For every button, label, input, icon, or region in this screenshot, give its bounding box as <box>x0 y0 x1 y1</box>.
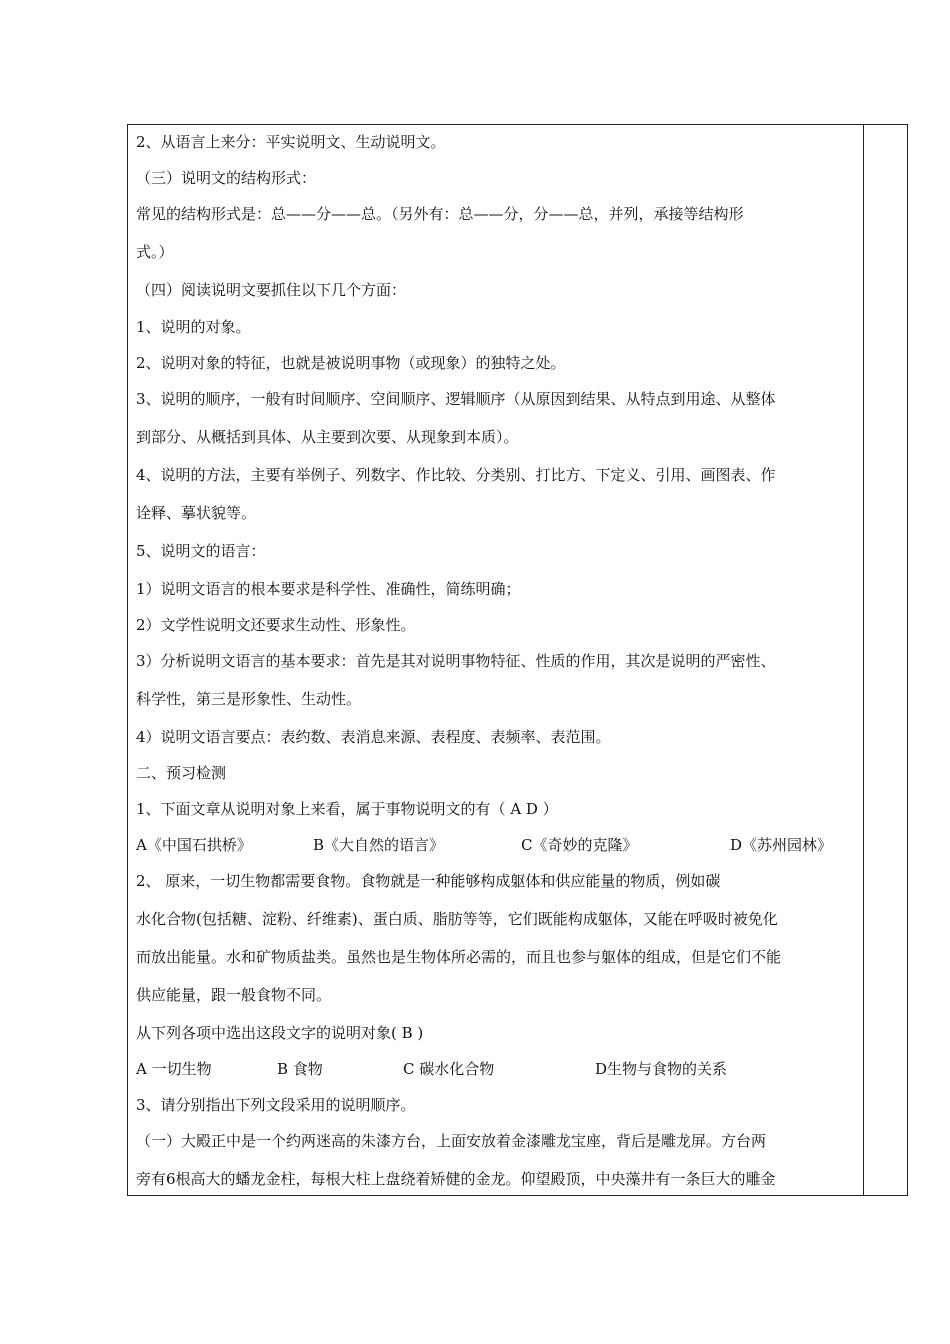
question-line: 2、 原来，一切生物都需要食物。食物就是一种能够构成躯体和供应能量的物质，例如碳 <box>136 872 721 890</box>
option-a: A《中国石拱桥》 <box>136 836 252 854</box>
text-line: 5、说明文的语言： <box>136 542 266 560</box>
text-line: 3）分析说明文语言的基本要求：首先是其对说明事物特征、性质的作用，其次是说明的严密性、 <box>136 652 776 670</box>
section-heading: 二、预习检测 <box>136 764 227 782</box>
document-table <box>127 124 908 1196</box>
question-line: 从下列各项中选出这段文字的说明对象( B ) <box>136 1024 424 1042</box>
option-b: B《大自然的语言》 <box>313 836 445 854</box>
option-c: C《奇妙的克隆》 <box>521 836 638 854</box>
text-line: 到部分、从概括到具体、从主要到次要、从现象到本质）。 <box>136 428 519 446</box>
text-line: 2、从语言上来分：平实说明文、生动说明文。 <box>136 133 446 151</box>
text-line: 常见的结构形式是：总——分——总。（另外有：总——分，分——总，并列，承接等结构形 <box>136 205 744 223</box>
text-line: 旁有6根高大的蟠龙金柱，每根大柱上盘绕着矫健的金龙。仰望殿顶，中央藻井有一条巨大的雕金 <box>136 1170 776 1188</box>
table-column-divider <box>863 125 864 1195</box>
section-heading: （四）阅读说明文要抓住以下几个方面： <box>136 281 407 299</box>
option-b: B 食物 <box>277 1060 323 1078</box>
text-line: 诠释、摹状貌等。 <box>136 504 257 522</box>
question-line: 1、下面文章从说明对象上来看，属于事物说明文的有（ A D ） <box>136 800 558 818</box>
text-line: 水化合物(包括糖、淀粉、纤维素)、蛋白质、脂肪等等，它们既能构成躯体，又能在呼吸时被免化 <box>136 910 778 928</box>
text-line: 2、说明对象的特征，也就是被说明事物（或现象）的独特之处。 <box>136 354 566 372</box>
text-line: 而放出能量。水和矿物质盐类。虽然也是生物体所必需的，而且也参与躯体的组成，但是它们不能 <box>136 948 782 966</box>
text-line: 4）说明文语言要点：表约数、表消息来源、表程度、表频率、表范围。 <box>136 728 611 746</box>
option-d: D生物与食物的关系 <box>595 1060 728 1078</box>
text-line: （一）大殿正中是一个约两迷高的朱漆方台，上面安放着金漆雕龙宝座，背后是雕龙屏。方台两 <box>136 1132 767 1150</box>
option-a: A 一切生物 <box>136 1060 212 1078</box>
option-d: D《苏州园林》 <box>730 836 833 854</box>
text-line: 2）文学性说明文还要求生动性、形象性。 <box>136 616 416 634</box>
question-line: 3、请分别指出下列文段采用的说明顺序。 <box>136 1096 416 1114</box>
option-c: C 碳水化合物 <box>403 1060 495 1078</box>
text-line: 4、说明的方法，主要有举例子、列数字、作比较、分类别、打比方、下定义、引用、画图表、作 <box>136 466 776 484</box>
text-line: 3、说明的顺序，一般有时间顺序、空间顺序、逻辑顺序（从原因到结果、从特点到用途、从整体 <box>136 390 776 408</box>
text-line: 科学性，第三是形象性、生动性。 <box>136 690 362 708</box>
section-heading: （三）说明文的结构形式： <box>136 169 317 187</box>
text-line: 式。） <box>136 243 174 261</box>
text-line: 供应能量，跟一般食物不同。 <box>136 986 332 1004</box>
text-line: 1）说明文语言的根本要求是科学性、准确性，简练明确； <box>136 580 521 598</box>
text-line: 1、说明的对象。 <box>136 318 251 336</box>
